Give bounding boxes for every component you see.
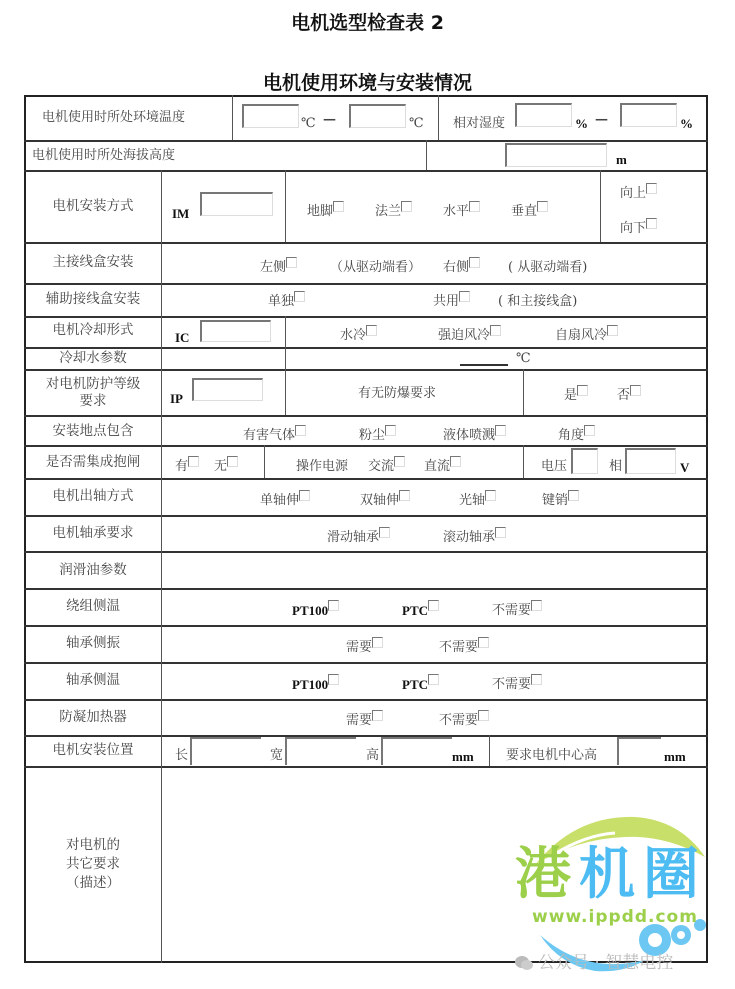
option-upward[interactable] (620, 186, 657, 202)
col-divider (600, 170, 601, 242)
heater-label: 防凝加热器 (59, 709, 127, 725)
option-key-pin[interactable] (542, 493, 579, 509)
option-label: 右侧 (443, 260, 470, 275)
checkbox[interactable] (531, 674, 542, 685)
phase-field[interactable] (625, 448, 676, 474)
row-divider (24, 588, 708, 590)
row-divider (24, 625, 708, 627)
option-plain-shaft[interactable] (459, 493, 496, 509)
length-label: 长 (175, 748, 189, 763)
option-angle[interactable] (558, 428, 595, 444)
cooling-water-label: 冷却水参数 (59, 350, 127, 366)
shaft-label: 电机出轴方式 (52, 488, 134, 504)
right-side-note: ( 从驱动端看) (508, 260, 588, 275)
site-label: 安装地点包含 (52, 423, 134, 439)
checkbox[interactable] (295, 425, 306, 436)
option-horizontal[interactable] (443, 204, 480, 220)
option-shared[interactable] (433, 294, 470, 310)
position-label: 电机安装位置 (52, 742, 134, 758)
length-field[interactable] (190, 737, 261, 765)
lube-oil-label: 润滑油参数 (59, 562, 127, 578)
checkbox[interactable] (537, 201, 548, 212)
option-label: 键销 (542, 493, 569, 508)
checkbox[interactable] (372, 710, 383, 721)
ic-prefix: IC (175, 330, 190, 345)
option-label: 单独 (268, 294, 295, 309)
option-label: 光轴 (459, 493, 486, 508)
checkbox[interactable] (568, 490, 579, 501)
option-foot-mount[interactable] (307, 204, 344, 220)
row-divider (24, 445, 708, 447)
col-divider (285, 170, 286, 242)
humidity-to-field[interactable] (620, 103, 677, 127)
checkbox[interactable] (531, 600, 542, 611)
unit-percent: % (575, 116, 588, 131)
row-divider (24, 478, 708, 480)
checkbox[interactable] (450, 456, 461, 467)
option-label: 左侧 (260, 260, 287, 275)
row-divider (24, 316, 708, 318)
option-label: 交流 (368, 459, 395, 474)
option-label: 地脚 (307, 204, 334, 219)
left-side-note: （从驱动端看） (330, 260, 422, 275)
checkbox[interactable] (428, 674, 439, 685)
bearing-label: 电机轴承要求 (52, 525, 134, 541)
checkbox[interactable] (495, 425, 506, 436)
option-label: PT100 (292, 603, 329, 618)
option-left-side[interactable] (260, 260, 297, 276)
unit-celsius: ℃ (516, 351, 531, 366)
center-height-label: 要求电机中心高 (506, 748, 598, 763)
row-divider (24, 662, 708, 664)
option-label: 液体喷溅 (443, 428, 496, 443)
checkbox[interactable] (478, 710, 489, 721)
checkbox[interactable] (478, 637, 489, 648)
col-divider (523, 369, 524, 415)
option-label: 双轴伸 (360, 493, 400, 508)
checkbox[interactable] (428, 600, 439, 611)
label-line: 对电机防护等级 (45, 376, 141, 392)
option-dust[interactable] (359, 428, 396, 444)
logo-text (515, 842, 715, 907)
option-rolling-bearing[interactable] (443, 530, 506, 546)
col-divider (438, 95, 439, 140)
voltage-label: 电压 (541, 459, 568, 474)
unit-celsius: ℃ (409, 116, 424, 131)
checkbox[interactable] (366, 325, 377, 336)
document-title: 电机选型检查表 2 (291, 12, 444, 34)
checkbox[interactable] (401, 201, 412, 212)
option-winding-none[interactable] (492, 603, 542, 619)
col-divider (285, 316, 286, 415)
brake-label: 是否需集成抱闸 (45, 454, 141, 470)
option-label: 不需要 (439, 713, 479, 728)
checkbox[interactable] (227, 456, 238, 467)
option-yes[interactable] (564, 388, 588, 404)
ip-prefix: IP (170, 391, 183, 406)
option-label: 向下 (620, 221, 647, 236)
protection-label (26, 376, 160, 410)
range-dash: — (323, 112, 336, 127)
explosion-proof-label: 有无防爆要求 (358, 386, 437, 401)
option-label: 自扇风冷 (555, 328, 608, 343)
unit-percent: % (680, 116, 693, 131)
col-divider (426, 140, 427, 170)
option-winding-pt100[interactable] (292, 603, 339, 620)
checkbox[interactable] (286, 257, 297, 268)
logo-char: 机 (579, 842, 635, 907)
option-label: 无 (214, 459, 228, 474)
option-dc[interactable] (424, 459, 461, 475)
option-label: 垂直 (511, 204, 538, 219)
temp-to-field[interactable] (349, 104, 406, 128)
humidity-from-field[interactable] (515, 103, 572, 127)
row-divider (24, 242, 708, 244)
checkbox[interactable] (333, 201, 344, 212)
option-winding-ptc[interactable] (402, 603, 439, 620)
unit-celsius: ℃ (301, 116, 316, 131)
wechat-icon (514, 955, 534, 971)
option-label: 单轴伸 (260, 493, 300, 508)
col-divider (232, 95, 233, 140)
checkbox[interactable] (646, 218, 657, 229)
section-title: 电机使用环境与安装情况 (262, 72, 472, 94)
option-label: 水平 (443, 204, 470, 219)
power-label: 操作电源 (296, 459, 349, 474)
option-label: PT100 (292, 677, 329, 692)
option-separate[interactable] (268, 294, 305, 310)
unit-mm: mm (664, 749, 686, 764)
shared-note: ( 和主接线盒) (498, 294, 578, 309)
option-label: 角度 (558, 428, 585, 443)
checkbox[interactable] (469, 201, 480, 212)
ip-rating-field[interactable] (192, 378, 263, 401)
option-water-cooling[interactable] (340, 328, 377, 344)
mounting-label: 电机安装方式 (52, 198, 134, 214)
option-double-shaft[interactable] (360, 493, 410, 509)
option-brake-yes[interactable] (175, 459, 199, 475)
logo-char: 圈 (643, 842, 699, 907)
other-requirements-label (26, 836, 160, 893)
checkbox[interactable] (299, 490, 310, 501)
ic-code-field[interactable] (200, 320, 271, 342)
checkbox[interactable] (646, 183, 657, 194)
temp-from-field[interactable] (242, 104, 299, 128)
logo-char: 港 (515, 842, 571, 907)
im-code-field[interactable] (200, 192, 273, 216)
checkbox[interactable] (607, 325, 618, 336)
option-sliding-bearing[interactable] (327, 530, 390, 546)
checkbox[interactable] (469, 257, 480, 268)
option-label: 有害气体 (243, 428, 296, 443)
option-label: 法兰 (375, 204, 402, 219)
row-divider (24, 347, 708, 349)
col-divider (489, 735, 490, 766)
option-ac[interactable] (368, 459, 405, 475)
cooling-label: 电机冷却形式 (52, 322, 134, 338)
option-label: 不需要 (492, 677, 532, 692)
ambient-temp-label: 电机使用时所处环境温度 (42, 110, 186, 125)
option-label: PTC (402, 677, 428, 692)
option-bearing-temp-none[interactable] (492, 677, 542, 693)
option-label: 水冷 (340, 328, 367, 343)
unit-volt: V (680, 460, 690, 475)
voltage-field[interactable] (571, 448, 598, 474)
checkbox[interactable] (584, 425, 595, 436)
option-flange-mount[interactable] (375, 204, 412, 220)
phase-label: 相 (609, 459, 623, 474)
height-field[interactable] (381, 737, 452, 765)
row-divider (24, 415, 708, 417)
checkbox[interactable] (485, 490, 496, 501)
option-right-side[interactable] (443, 260, 480, 276)
checkbox[interactable] (399, 490, 410, 501)
checkbox[interactable] (490, 325, 501, 336)
unit-meter: m (616, 152, 627, 167)
checkbox[interactable] (394, 456, 405, 467)
option-downward[interactable] (620, 221, 657, 237)
option-label: 共用 (433, 294, 460, 309)
logo-url: www.ippdd.com (532, 907, 698, 927)
checkbox[interactable] (188, 456, 199, 467)
aux-terminal-box-label: 辅助接线盒安装 (45, 291, 141, 307)
checkbox[interactable] (328, 600, 339, 611)
option-label: PTC (402, 603, 428, 618)
option-label: 有 (175, 459, 189, 474)
height-label: 高 (366, 748, 380, 763)
im-prefix: IM (172, 206, 190, 221)
option-heater-none[interactable] (439, 713, 489, 729)
option-forced-air[interactable] (438, 328, 501, 344)
checkbox[interactable] (459, 291, 470, 302)
lube-oil-field[interactable] (163, 553, 706, 586)
checkbox[interactable] (385, 425, 396, 436)
label-line: （描述） (66, 875, 120, 891)
label-line: 共它要求 (66, 856, 120, 872)
option-bearing-ptc[interactable] (402, 677, 439, 694)
option-label: 直流 (424, 459, 451, 474)
width-label: 宽 (270, 748, 284, 763)
range-dash: — (595, 112, 608, 127)
option-single-shaft[interactable] (260, 493, 310, 509)
option-self-fan[interactable] (555, 328, 618, 344)
checkbox[interactable] (577, 385, 588, 396)
width-field[interactable] (285, 737, 356, 765)
option-vibration-required[interactable] (346, 640, 383, 656)
row-divider (24, 140, 708, 142)
bearing-vibration-label: 轴承侧振 (66, 635, 120, 651)
row-divider (24, 369, 708, 371)
cooling-water-field[interactable] (460, 364, 508, 366)
option-vibration-none[interactable] (439, 640, 489, 656)
option-label: 是 (564, 388, 578, 403)
unit-mm: mm (452, 749, 474, 764)
option-label: 滑动轴承 (327, 530, 380, 545)
account-name: 公众号 · 智慧电控 (538, 953, 674, 973)
bearing-temp-label: 轴承侧温 (66, 672, 120, 688)
option-label: 需要 (346, 640, 373, 655)
option-harmful-gas[interactable] (243, 428, 306, 444)
checkbox[interactable] (379, 527, 390, 538)
option-label: 向上 (620, 186, 647, 201)
altitude-field[interactable] (505, 143, 607, 167)
row-divider (24, 515, 708, 517)
option-label: 粉尘 (359, 428, 386, 443)
row-divider (24, 170, 708, 172)
option-label: 需要 (346, 713, 373, 728)
checkbox[interactable] (630, 385, 641, 396)
option-no[interactable] (617, 388, 641, 404)
checkbox[interactable] (495, 527, 506, 538)
option-heater-required[interactable] (346, 713, 383, 729)
center-height-field[interactable] (617, 737, 661, 765)
row-divider (24, 699, 708, 701)
col-divider (161, 170, 162, 963)
altitude-label: 电机使用时所处海拔高度 (32, 148, 176, 163)
option-label: 不需要 (492, 603, 532, 618)
main-terminal-box-label: 主接线盒安装 (52, 254, 134, 270)
option-bearing-pt100[interactable] (292, 677, 339, 694)
humidity-label: 相对湿度 (453, 116, 506, 131)
checkbox[interactable] (328, 674, 339, 685)
option-label: 滚动轴承 (443, 530, 496, 545)
row-divider (24, 735, 708, 737)
label-line: 要求 (79, 393, 107, 409)
checkbox[interactable] (294, 291, 305, 302)
option-label: 强迫风冷 (438, 328, 491, 343)
option-brake-no[interactable] (214, 459, 238, 475)
col-divider (264, 445, 265, 478)
row-divider (24, 283, 708, 285)
label-line: 对电机的 (66, 837, 120, 853)
account-watermark (514, 948, 673, 973)
col-divider (523, 445, 524, 478)
winding-temp-label: 绕组侧温 (66, 598, 120, 614)
option-vertical[interactable] (511, 204, 548, 220)
checkbox[interactable] (372, 637, 383, 648)
option-label: 否 (617, 388, 631, 403)
option-label: 不需要 (439, 640, 479, 655)
option-liquid-splash[interactable] (443, 428, 506, 444)
